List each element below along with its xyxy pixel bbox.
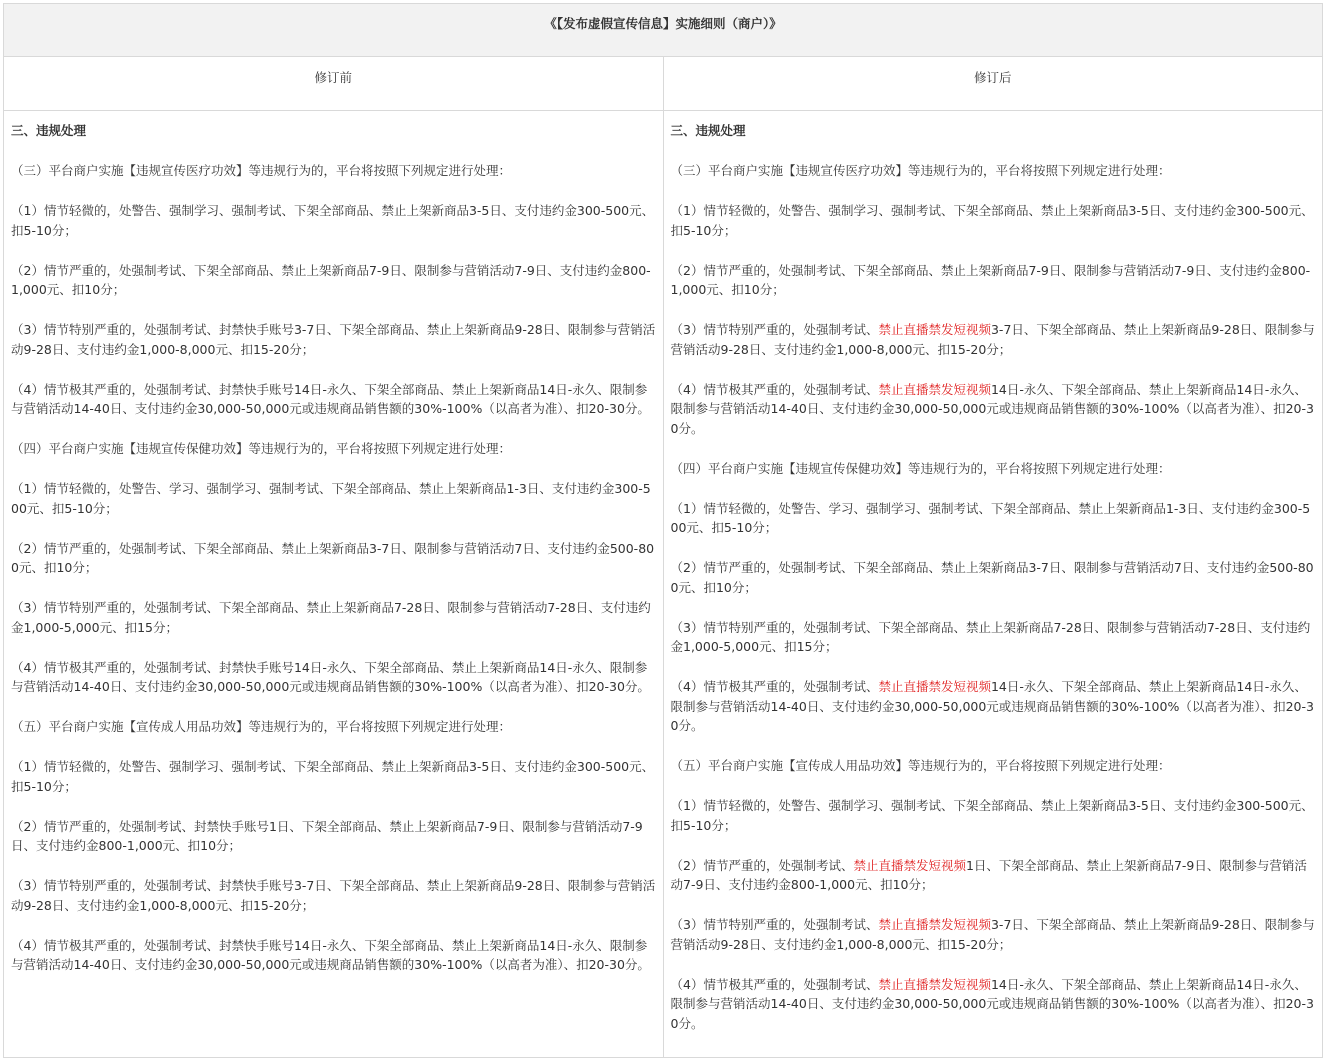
clause-paragraph: （2）情节严重的，处强制考试、下架全部商品、禁止上架新商品7-9日、限制参与营销活动7-9日、支付违约金800-1,000元、扣10分； <box>670 262 1311 297</box>
clause-text: （4）情节极其严重的，处强制考试、 <box>670 679 879 694</box>
title-row <box>4 4 1323 57</box>
table-title-cell <box>4 4 1323 57</box>
clause-paragraph <box>671 380 1316 439</box>
clause-paragraph: （三）平台商户实施【违规宣传医疗功效】等违规行为的，平台将按照下列规定进行处理： <box>670 163 1171 178</box>
clause-text: （2）情节严重的，处强制考试、 <box>670 857 854 873</box>
header-row <box>4 57 1323 111</box>
clause-paragraph: （四）平台商户实施【违规宣传保健功效】等违规行为的，平台将按照下列规定进行处理： <box>11 441 512 456</box>
clause-paragraph: （1）情节轻微的，处警告、学习、强制学习、强制考试、下架全部商品、禁止上架新商品1-3日、支付违约金300-500元、扣5-10分； <box>11 481 651 516</box>
clause-paragraph: （1）情节轻微的，处警告、强制学习、强制考试、下架全部商品、禁止上架新商品3-5日、支付违约金300-500元、扣5-10分； <box>670 798 1314 833</box>
clause-paragraph: （4）情节极其严重的，处强制考试、封禁快手账号14日-永久、下架全部商品、禁止上架新商品14日-永久、限制参与营销活动14-40日、支付违约金30,000-50,000元或违规商品销售额的30%-100%（以高者为准）、扣20-30分。 <box>11 659 650 694</box>
revised-highlight: 禁止直播禁发短视频 <box>853 857 966 873</box>
revised-highlight: 禁止直播禁发短视频 <box>878 381 991 397</box>
clause-paragraph: （2）情节严重的，处强制考试、封禁快手账号1日、下架全部商品、禁止上架新商品7-9日、限制参与营销活动7-9日、支付违约金800-1,000元、扣10分； <box>11 818 643 853</box>
clause-text: 3-7日、下架全部商品、禁止上架新商品9-28日、限制参与营销活动9-28日、支付违约金1,000-8,000元、扣15-20分； <box>670 917 1315 952</box>
section-heading: 三、违规处理 <box>670 123 746 138</box>
clause-text: 14日-永久、下架全部商品、禁止上架新商品14日-永久、限制参与营销活动14-40日、支付违约金30,000-50,000元或违规商品销售额的30%-100%（以高者为准）、扣20-30分。 <box>670 679 1314 733</box>
clause-paragraph: （1）情节轻微的，处警告、强制学习、强制考试、下架全部商品、禁止上架新商品3-5日、支付违约金300-500元、扣5-10分； <box>670 203 1314 238</box>
clause-paragraph <box>671 975 1316 1034</box>
document-title: 《【发布虚假宣传信息】实施细则（商户）》 <box>544 16 782 31</box>
clause-paragraph: （3）情节特别严重的，处强制考试、封禁快手账号3-7日、下架全部商品、禁止上架新商品9-28日、限制参与营销活动9-28日、支付违约金1,000-8,000元、扣15-20分； <box>11 322 656 357</box>
clause-text: 14日-永久、下架全部商品、禁止上架新商品14日-永久、限制参与营销活动14-40日、支付违约金30,000-50,000元或违规商品销售额的30%-100%（以高者为准）、扣20-30分。 <box>670 976 1314 1031</box>
clause-paragraph: （2）情节严重的，处强制考试、下架全部商品、禁止上架新商品3-7日、限制参与营销活动7日、支付违约金500-800元、扣10分； <box>11 540 655 575</box>
clause-text: 3-7日、下架全部商品、禁止上架新商品9-28日、限制参与营销活动9-28日、支付违约金1,000-8,000元、扣15-20分； <box>670 322 1315 357</box>
after-header: 修订后 <box>973 70 1012 85</box>
section-heading: 三、违规处理 <box>11 123 87 138</box>
after-header-cell <box>663 57 1323 111</box>
clause-paragraph <box>671 677 1316 736</box>
revised-highlight: 禁止直播禁发短视频 <box>878 976 991 992</box>
clause-text: 14日-永久、下架全部商品、禁止上架新商品14日-永久、限制参与营销活动14-40日、支付违约金30,000-50,000元或违规商品销售额的30%-100%（以高者为准）、扣20-30分。 <box>670 381 1314 436</box>
before-header-cell <box>4 57 664 111</box>
revised-highlight: 禁止直播禁发短视频 <box>878 917 991 932</box>
clause-text: （3）情节特别严重的，处强制考试、 <box>670 917 879 932</box>
clause-text: （4）情节极其严重的，处强制考试、 <box>670 381 879 397</box>
before-content <box>4 111 664 1058</box>
clause-paragraph: （1）情节轻微的，处警告、学习、强制学习、强制考试、下架全部商品、禁止上架新商品1-3日、支付违约金300-500元、扣5-10分； <box>670 500 1311 535</box>
clause-paragraph: （2）情节严重的，处强制考试、下架全部商品、禁止上架新商品3-7日、限制参与营销活动7日、支付违约金500-800元、扣10分； <box>670 560 1314 595</box>
before-header: 修订前 <box>314 70 352 85</box>
clause-paragraph: （三）平台商户实施【违规宣传医疗功效】等违规行为的，平台将按照下列规定进行处理： <box>11 163 512 178</box>
clause-paragraph: （3）情节特别严重的，处强制考试、下架全部商品、禁止上架新商品7-28日、限制参与营销活动7-28日、支付违约金1,000-5,000元、扣15分； <box>11 600 651 635</box>
clause-paragraph: （3）情节特别严重的，处强制考试、下架全部商品、禁止上架新商品7-28日、限制参与营销活动7-28日、支付违约金1,000-5,000元、扣15分； <box>670 619 1311 654</box>
after-content <box>663 111 1323 1058</box>
content-row <box>4 111 1323 1058</box>
clause-paragraph: （1）情节轻微的，处警告、强制学习、强制考试、下架全部商品、禁止上架新商品3-5日、支付违约金300-500元、扣5-10分； <box>11 759 655 794</box>
clause-paragraph: （五）平台商户实施【宣传成人用品功效】等违规行为的，平台将按照下列规定进行处理： <box>11 719 512 734</box>
clause-paragraph: （4）情节极其严重的，处强制考试、封禁快手账号14日-永久、下架全部商品、禁止上架新商品14日-永久、限制参与营销活动14-40日、支付违约金30,000-50,000元或违规商品销售额的30%-100%（以高者为准）、扣20-30分。 <box>11 381 650 416</box>
clause-paragraph: （2）情节严重的，处强制考试、下架全部商品、禁止上架新商品7-9日、限制参与营销活动7-9日、支付违约金800-1,000元、扣10分； <box>11 262 651 297</box>
clause-text: 1日、下架全部商品、禁止上架新商品7-9日、限制参与营销活动7-9日、支付违约金800-1,000元、扣10分； <box>670 857 1307 892</box>
revised-highlight: 禁止直播禁发短视频 <box>878 322 991 337</box>
clause-paragraph: （五）平台商户实施【宣传成人用品功效】等违规行为的，平台将按照下列规定进行处理： <box>670 758 1171 773</box>
clause-paragraph <box>671 320 1316 359</box>
clause-text: （3）情节特别严重的，处强制考试、 <box>670 322 879 337</box>
clause-paragraph: （1）情节轻微的，处警告、强制学习、强制考试、下架全部商品、禁止上架新商品3-5日、支付违约金300-500元、扣5-10分； <box>11 203 655 238</box>
clause-paragraph <box>671 856 1316 895</box>
clause-text: （4）情节极其严重的，处强制考试、 <box>670 976 879 992</box>
clause-paragraph: （4）情节极其严重的，处强制考试、封禁快手账号14日-永久、下架全部商品、禁止上架新商品14日-永久、限制参与营销活动14-40日、支付违约金30,000-50,000元或违规商品销售额的30%-100%（以高者为准）、扣20-30分。 <box>11 937 650 972</box>
clause-paragraph: （3）情节特别严重的，处强制考试、封禁快手账号3-7日、下架全部商品、禁止上架新商品9-28日、限制参与营销活动9-28日、支付违约金1,000-8,000元、扣15-20分； <box>11 878 656 913</box>
revised-highlight: 禁止直播禁发短视频 <box>878 679 991 694</box>
clause-paragraph <box>671 915 1316 954</box>
clause-paragraph: （四）平台商户实施【违规宣传保健功效】等违规行为的，平台将按照下列规定进行处理： <box>670 460 1171 476</box>
revision-comparison-table <box>3 3 1323 1058</box>
